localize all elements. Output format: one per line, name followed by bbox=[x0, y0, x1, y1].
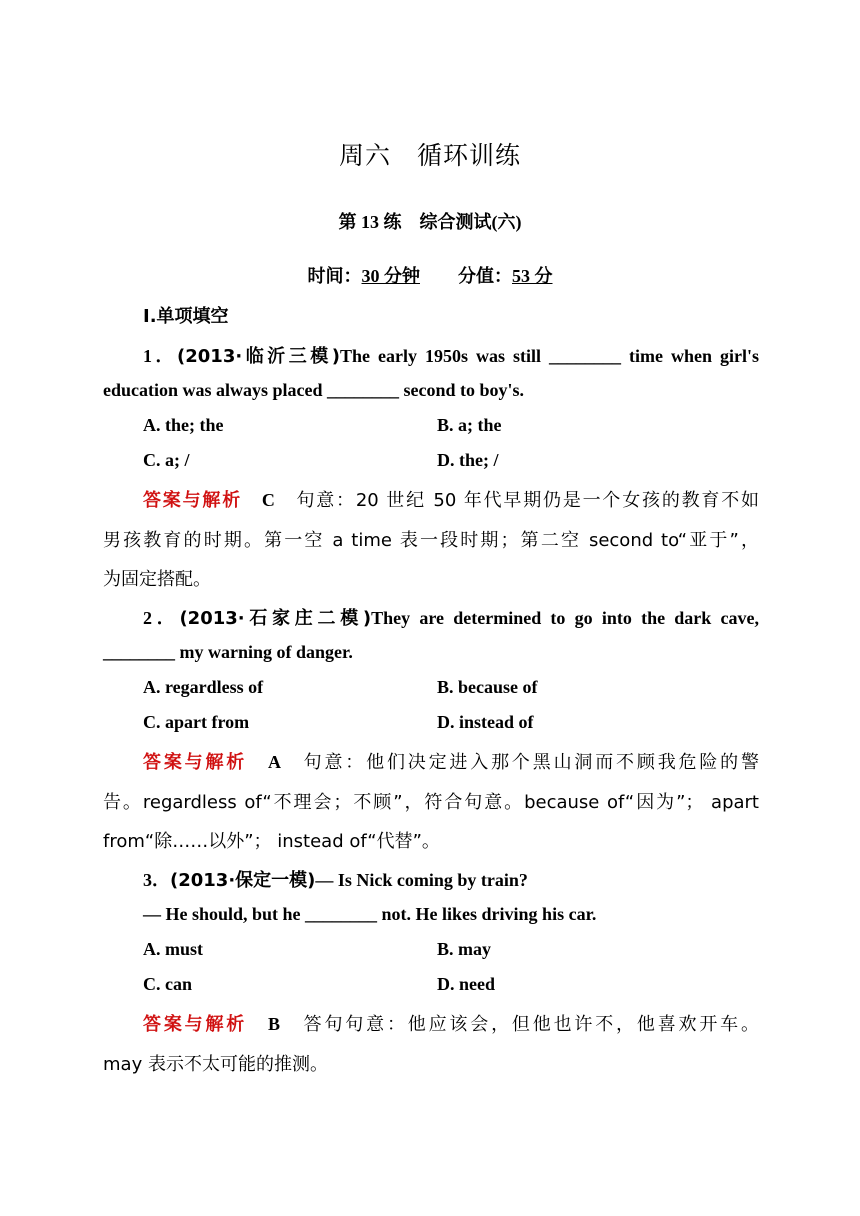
page-subtitle: 第 13 练 综合测试(六) bbox=[338, 212, 522, 232]
score-value: 53 分 bbox=[512, 266, 553, 286]
question-1-stem-line2: education was always placed ________ second to boy's. bbox=[103, 380, 525, 400]
question-3-stem-line2: — He should, but he ________ not. He likes driving his car. bbox=[143, 904, 597, 924]
question-1-option-b: B. a; the bbox=[437, 415, 502, 435]
answer-label: 答案与解析 bbox=[143, 752, 248, 773]
question-1-explanation-line1: 答案与解析 C 句意：20 世纪 50 年代早期仍是一个女孩的教育不如 bbox=[143, 490, 760, 511]
question-3-answer: B bbox=[267, 1014, 280, 1034]
question-2-option-a: A. regardless of bbox=[143, 677, 264, 697]
time-value: 30 分钟 bbox=[361, 266, 420, 286]
question-2-source: (2013·石家庄二模) bbox=[179, 608, 372, 629]
question-2-explanation-line1: 答案与解析 A 句意：他们决定进入那个黑山洞而不顾我危险的警 bbox=[143, 752, 760, 773]
page-title: 周六 循环训练 bbox=[338, 141, 521, 170]
question-1-text: The early 1950s was still ________ time when girl's bbox=[339, 346, 760, 366]
answer-label: 答案与解析 bbox=[143, 1014, 248, 1035]
exam-meta bbox=[0, 262, 860, 288]
question-1-number: 1． bbox=[143, 346, 178, 366]
answer-label: 答案与解析 bbox=[143, 490, 243, 511]
question-2-answer: A bbox=[267, 752, 280, 772]
question-2-explanation-line2: 告。regardless of“不理会；不顾”，符合句意。because of“因为”； apart bbox=[103, 792, 759, 813]
question-3-number: 3． bbox=[143, 870, 170, 890]
question-1-answer: C bbox=[261, 490, 275, 510]
question-3-explanation-line1: 答案与解析 B 答句句意：他应该会，但他也许不，他喜欢开车。 bbox=[143, 1014, 760, 1035]
question-2-stem-line1 bbox=[143, 604, 759, 630]
question-2-option-b: B. because of bbox=[437, 677, 538, 697]
question-1-option-d: D. the; / bbox=[437, 450, 499, 470]
question-2-stem-line2: ________ my warning of danger. bbox=[103, 642, 353, 662]
question-2-number: 2． bbox=[143, 608, 180, 628]
question-1-option-a: A. the; the bbox=[143, 415, 224, 435]
question-1-stem-line1 bbox=[143, 342, 759, 368]
question-2-explanation-line3: from“除……以外”； instead of“代替”。 bbox=[103, 831, 440, 852]
question-2-text: They are determined to go into the dark cave, bbox=[371, 608, 760, 628]
question-3-option-a: A. must bbox=[143, 939, 204, 959]
question-3-option-b: B. may bbox=[437, 939, 491, 959]
question-3-option-c: C. can bbox=[143, 974, 192, 994]
section-heading: Ⅰ.单项填空 bbox=[143, 306, 229, 327]
question-2-option-d: D. instead of bbox=[437, 712, 534, 732]
question-1-source: (2013·临沂三模) bbox=[177, 346, 340, 367]
question-3-stem-line1 bbox=[143, 866, 759, 892]
question-1-option-c: C. a; / bbox=[143, 450, 190, 470]
question-2-option-c: C. apart from bbox=[143, 712, 250, 732]
question-3-explanation-line2: may 表示不太可能的推测。 bbox=[103, 1054, 328, 1075]
question-1-explanation-line2: 男孩教育的时期。第一空 a time 表一段时期；第二空 second to“亚于”， bbox=[103, 530, 759, 551]
question-3-text: — Is Nick coming by train? bbox=[315, 870, 528, 890]
question-3-source: (2013·保定一模) bbox=[170, 870, 316, 891]
question-3-option-d: D. need bbox=[437, 974, 495, 994]
time-label: 时间： bbox=[307, 266, 362, 287]
question-1-explanation-line3: 为固定搭配。 bbox=[103, 569, 211, 590]
score-label: 分值： bbox=[458, 266, 512, 287]
